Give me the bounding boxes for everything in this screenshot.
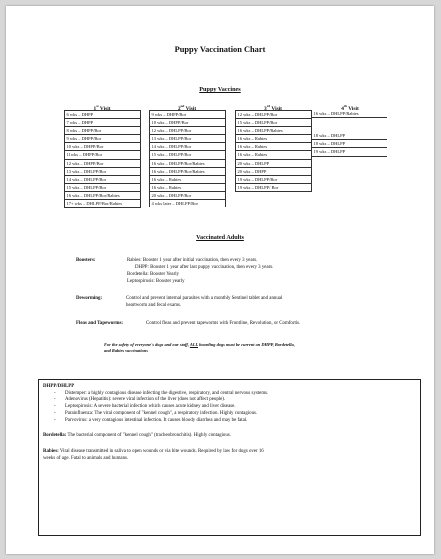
table-cell: 12 wks – DHPP/Bor [65,160,140,168]
visit-column-1 [64,110,141,208]
table-cell [312,125,387,132]
booster-rabies: Rabies: Booster 1 year after initial vaccination, then every 3 years. [127,258,258,263]
table-cell: 20 wks – DHLPP/Bor [150,192,225,200]
table-cell: 20 wks – DHPP [236,168,311,176]
bordetella-paragraph: Bordetella: The bacterial component of "kennel cough" (tracheobronchitis). Highly contagious. [43,433,231,439]
visit-column-2 [149,110,226,207]
table-cell: 11wks – DHPP/Bor [65,151,140,159]
table-cell: 16 wks – DHLPP/Bor/Rabies [150,168,225,176]
table-cell: 12 wks – DHLPP/Bor [236,111,311,119]
boarding-note: For the safety of everyone's dogs and our staff, ALL boarding dogs must be current on DHPP, Bordetella, and Rabies vaccinations [104,342,295,354]
boosters-label: Boosters: [76,258,96,263]
rabies-paragraph: Rabies: Viral disease transmitted in saliva to open wounds or via bite wounds. Required by law for dogs over 16 weeks of age. Fatal to animals and humans. [43,448,264,461]
list-item: - Leptospirosis: A severe bacterial infection which causes acute kidney and liver disease. [54,404,236,410]
table-cell: 13 wks – DHLPP/Bor [65,168,140,176]
table-cell: 16 wks – DHLPP/Bor/Rabies [65,192,140,200]
table-cell: 16 wks – Rabies [150,176,225,184]
table-cell: 17+ wks – DHLPP/Bor/Rabies [65,200,140,208]
table-cell: 15 wks – DHLPP/Bor [236,119,311,127]
table-cell: 15 wks – DHLPP/Bor [65,184,140,192]
deworming-label: Deworming: [76,296,103,301]
fleas-label: Fleas and Tapeworms: [76,321,124,326]
table-cell: 8 wks – DHPP/Bor [65,127,140,135]
list-item: - Parainfluenza: The viral component of "kennel cough", a respiratory infection. Highly contagious. [54,410,258,416]
document-page [6,6,434,554]
table-cell: 4 wks later – DHLPP/Bor [151,201,198,207]
table-cell: 16 wks – Rabies [150,184,225,192]
table-cell: 9 wks – DHPP/Bor [150,111,225,119]
fleas-text: Control fleas and prevent tapeworms with Frontline, Revolution, or Comfortis. [146,321,301,326]
table-cell: 12 wks – DHLPP/Bor [150,127,225,135]
booster-bordetella: Bordetella: Booster Yearly [127,272,180,277]
visit-heading-4: 4th Visit [341,104,359,112]
disease-info-box [38,379,421,536]
table-cell: 13 wks – DHLPP/Bor [150,135,225,143]
table-cell: 16 wks – Rabies [236,143,311,151]
deworming-text: Control and prevent internal parasites with a monthly Sentinel tablet and annual [126,296,283,301]
table-cell: 20 wks – DHLPP [236,160,311,168]
booster-leptospirosis: Leptospirosis: Booster yearly [127,279,185,284]
table-cell: 19 wks – DHLPP/Bor [236,176,311,184]
table-cell: 15 wks – DHLPP/Bor [150,151,225,159]
table-cell: 14 wks – DHLPP/Bor [65,176,140,184]
table-cell: 16 wks – Rabies [236,151,311,159]
list-item: - Distemper: a highly contagious disease infecting the digestive, respiratory, and central nervous systems. [54,390,269,396]
table-cell: 7 wks – DHPP [65,119,140,127]
disease-list [43,391,415,425]
list-item: - Adenovirus (Hepatitis): severe viral infection of the liver (does not affect people). [54,397,226,403]
page-title: Puppy Vaccination Chart [174,45,266,54]
visit-heading-3: 3rd Visit [264,104,282,112]
list-item: - Parvovirus: a very contagious intestinal infection. It causes bloody diarrhea and may be fatal. [54,417,248,423]
visit-column-3 [235,110,312,192]
visit-column-4 [312,110,387,157]
table-cell: 10 wks – DHPP/Bor [65,143,140,151]
table-cell [312,118,387,125]
dhpp-title: DHPP/DHLPP [43,384,75,389]
table-cell: 16 wks – DHLPP/Rabies [312,110,387,118]
deworming-text-2: heartworm and fecal exams. [126,303,182,308]
table-cell: 19 wks – DHLPP/ Bor [236,184,311,192]
table-cell: 18 wks – DHLPP [312,140,387,148]
table-cell: 9 wks – DHPP/Bor [65,135,140,143]
visit-heading-2: 2nd Visit [177,104,197,112]
table-cell: 16 wks – Rabies [236,135,311,143]
table-cell: 16 wks – DHLPP/Bor/Rabies [150,160,225,168]
table-cell: 10 wks – DHPP/Bor [150,119,225,127]
table-cell: 14 wks – DHLPP/Bor [150,143,225,151]
table-cell: 19 wks – DHLPP [312,148,387,156]
puppy-vaccines-heading: Puppy Vaccines [199,86,241,93]
table-cell: 16 wks – DHLPP/Rabies [236,127,311,135]
table-cell: 18 wks – DHLPP [312,132,387,140]
booster-dhpp: DHPP: Booster 1 year after last puppy vaccination, then every 3 years. [135,265,274,270]
table-cell: 6 wks – DHPP [65,111,140,119]
visit-heading-1: 1st Visit [93,104,111,112]
vaccinated-adults-heading: Vaccinated Adults [196,234,244,241]
